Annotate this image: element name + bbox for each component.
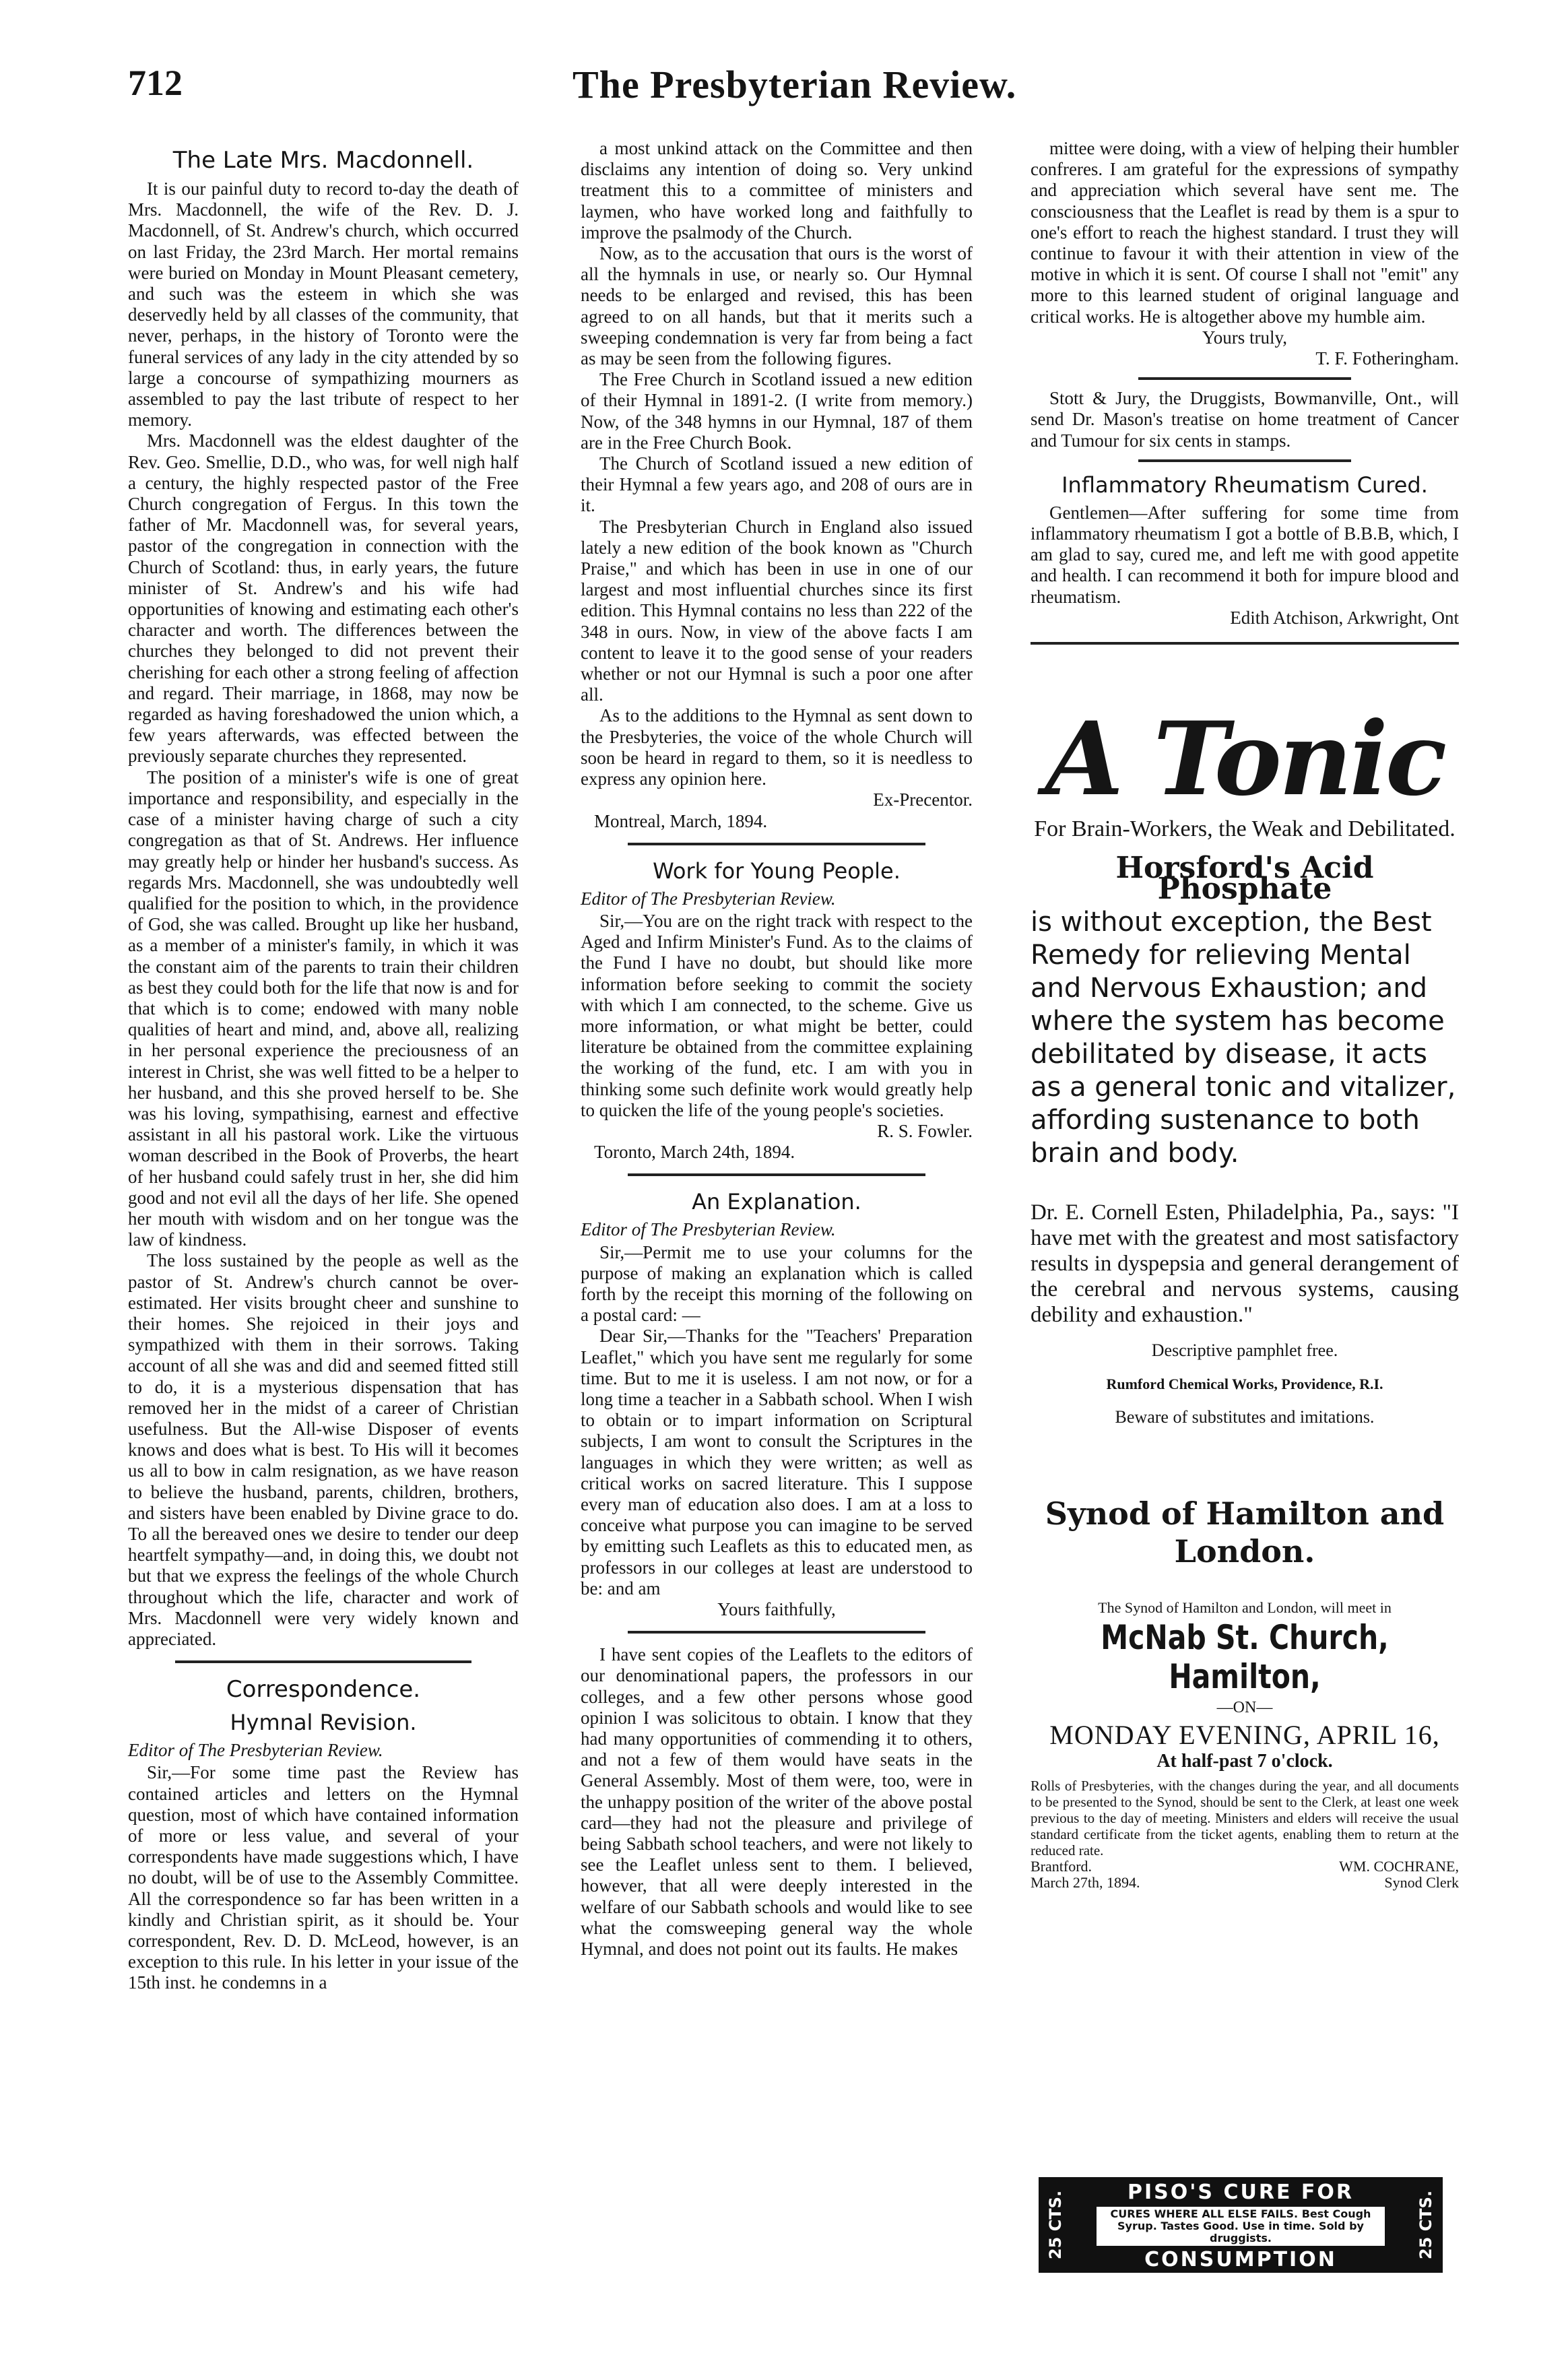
beware-line: Beware of substitutes and imitations. <box>1115 1407 1375 1427</box>
synod-signoff-row <box>1031 1875 1459 1891</box>
section-divider <box>628 843 925 845</box>
obituary-paragraph: It is our painful duty to record to-day the death of Mrs. Macdonnell, the wife of the Rev. D. J. Macdonnell, of St. Andrew's church, which occurred on last Friday, the 23rd March. Her mortal remains were buried on Monday in Mount Pleasant cemetery, and such was the esteem in which she was deservedly held by all classes of the community, that never, perhaps, in the history of Toronto were the funeral services of any lady in the city attended by so large a concourse of sympathizing mourners as assembled to pay the last tribute of respect to her memory. <box>128 179 519 430</box>
editor-line: Editor of The Presbyterian Review. <box>581 1219 836 1240</box>
rheumatism-heading: Inflammatory Rheumatism Cured. <box>1061 472 1428 498</box>
letter-paragraph: mittee were doing, with a view of helping their humbler confreres. I am grateful for the expressions of sympathy and appreciation which several have sent me. The consciousness that the Leaflet is read by them is a spur to one's effort to reach the highest standard. I trust they will continue to favour it with their attention in view of the motive in which it is sent. Of course I shall not "emit" any more to this learned student of original language and critical works. He is altogether above my humble aim. <box>1031 138 1459 327</box>
rumford-line: Rumford Chemical Works, Providence, R.I. <box>1106 1375 1383 1392</box>
letter-paragraph: Sir,—Permit me to use your columns for the purpose of making an explanation which is called forth by the receipt this morning of the following on a postal card: — <box>581 1241 973 1326</box>
meeting-time: At half-past 7 o'clock. <box>1156 1751 1333 1772</box>
letter-paragraph: Sir,—You are on the right track with respect to the Aged and Infirm Minister's Fund. As to the claims of the Fund I have no doubt, but should like more information before seeking to commit the society with which I am connected, to the scheme. Give us more information, or what might be better, could literature be obtained from the committee explaining the working of the fund, etc. I am with you in thinking some such definite work would greatly help to quicken the life of the young people's societies. <box>581 910 973 1120</box>
notice-date: March 27th, 1894. <box>1031 1874 1140 1892</box>
dateline: Toronto, March 24th, 1894. <box>594 1142 795 1163</box>
explanation-heading: An Explanation. <box>692 1189 861 1215</box>
horsford-heading: Horsford's Acid Phosphate <box>1115 851 1374 907</box>
signature: T. F. Fotheringham. <box>1315 348 1459 369</box>
hymnal-heading: Hymnal Revision. <box>230 1710 417 1736</box>
place: Brantford. <box>1031 1858 1092 1875</box>
synod-heading: Synod of Hamilton and London. <box>1045 1495 1445 1570</box>
rheumatism-text: Gentlemen—After suffering for some time from inflammatory rheumatism I got a bottle of B.B.B, which, I am glad to say, cured me, and left me with good appetite and health. I can recommend it both for impure blood and rheumatism. <box>1031 502 1459 607</box>
editor-line: Editor of The Presbyterian Review. <box>581 888 836 909</box>
signature: R. S. Fowler. <box>877 1120 973 1141</box>
postal-card-text: Dear Sir,—Thanks for the "Teachers' Preparation Leaflet," which you have sent me regularly for some time. But to me it is useless. I am not now, or for a long time a teacher in a Sabbath school. When I wish to obtain or to impart information on Scriptural subjects, I am wont to consult the Scriptures in the languages in which they were written; as well as critical works on sacred literature. This I suppose every man of education also does. I am at a loss to conceive what purpose you can imagine to be served by emitting such Leaflets as this to educated men, as professors in our colleges at least are understood to be: and am <box>581 1326 973 1598</box>
ad-quote: Dr. E. Cornell Esten, Philadelphia, Pa., says: "I have met with the greatest and most satisfactory results in dyspepsia and general derangement of the cerebral and nervous systems, causing debility and exhaustion." <box>1031 1200 1459 1328</box>
signature: Ex-Precentor. <box>873 789 973 810</box>
column-3 <box>1031 138 1459 1891</box>
stott-notice: Stott & Jury, the Druggists, Bowmanville, Ont., will send Dr. Mason's treatise on home treatment of Cancer and Tumour for six cents in stamps. <box>1031 388 1459 451</box>
letter-paragraph: I have sent copies of the Leaflets to the editors of our denominational papers, the professors in our colleges, and a few other persons whose good opinion I was solicitous to obtain. I know that they had many opportunities of commending it to others, and not a few of them would have seats in the General Assembly. Most of them were, too, were in the unhappy position of the writer of the above postal card—they had not the pleasure and privilege of being Sabbath school teachers, and were not likely to see the Leaflet unless sent to them. I believed, however, that all were deeply interested in the welfare of our Sabbath schools and would like to see what the comsweeping general way the whole Hymnal, and does not point out its faults. He makes <box>581 1644 973 1960</box>
piso-title: PISO'S CURE FOR <box>1127 2180 1354 2204</box>
clerk-title: Synod Clerk <box>1384 1874 1459 1892</box>
obituary-heading: The Late Mrs. Macdonnell. <box>172 147 474 174</box>
church-name: McNab St. Church, Hamilton, <box>1101 1618 1389 1697</box>
piso-center <box>1078 2181 1404 2269</box>
ad-body: is without exception, the Best Remedy for relieving Mental and Nervous Exhaustion; and where the system has become debilitated by disease, it acts as a general tonic and vitalizer, affording sustenance to both brain and body. <box>1031 907 1456 1169</box>
page-number: 712 <box>128 63 183 103</box>
piso-ad <box>1039 2177 1443 2273</box>
section-divider <box>1138 459 1351 462</box>
tonic-headline: A Tonic <box>1045 700 1445 819</box>
letter-paragraph: Sir,—For some time past the Review has contained articles and letters on the Hymnal question, most of which have contained information of more or less value, and several of your correspondents have made suggestions which, I have no doubt, will be of use to the Assembly Committee. All the correspondence so far has been written in a kindly and Christian spirit, as it should be. Your correspondent, Rev. D. D. McLeod, however, is an exception to this rule. In his letter in your issue of the 15th inst. he condemns in a <box>128 1762 519 1993</box>
editor-line: Editor of The Presbyterian Review. <box>128 1740 383 1761</box>
synod-notice: Rolls of Presbyteries, with the changes during the year, and all documents to be presented to the Synod, should be sent to the Clerk, at least one week previous to the day of meeting. Ministers and elders will receive the usual standard certificate from the ticket agents, enabling them to return at the reduced rate. <box>1031 1778 1459 1859</box>
section-divider <box>1138 377 1351 380</box>
signature: Edith Atchison, Arkwright, Ont <box>1230 607 1459 628</box>
section-divider <box>628 1631 925 1634</box>
dateline: Montreal, March, 1894. <box>594 810 768 831</box>
piso-consumption: CONSUMPTION <box>1144 2248 1337 2271</box>
column-rule <box>1031 642 1459 645</box>
running-title: The Presbyterian Review. <box>573 63 1017 106</box>
work-heading: Work for Young People. <box>653 858 901 884</box>
price-side-right: 25 CTS. <box>1416 2190 1436 2260</box>
meeting-date: MONDAY EVENING, APRIL 16, <box>1049 1720 1440 1751</box>
column-1 <box>128 138 519 1994</box>
closing: Yours faithfully, <box>717 1599 836 1619</box>
obituary-paragraph: The position of a minister's wife is one of great importance and responsibility, and especially in the case of a minister having charge of such a city congregation as that of St. Andrews. Her influence may greatly help or hinder her husband's success. As regards Mrs. Macdonnell, she was undoubtedly well qualified for the position to which, in the providence of God, she was called. Brought up like her husband, as a member of a minister's family, in which it was the constant aim of the parents to train their children as best they could both for the life that now is and for that which is to come; endowed with many noble qualities of heart and mind, and, above all, realizing in her personal experience the preciousness of an interest in Christ, she was well fitted to be a helper to her husband, and this she proved herself to be. She was his loving, sympathising, earnest and effective assistant in all his pastoral work. Like the virtuous woman described in the Book of Proverbs, the heart of her husband could safely trust in her, she did him good and not evil all the days of her life. She opened her mouth with wisdom and on her tongue was the law of kindness. <box>128 767 519 1250</box>
obituary-paragraph: The loss sustained by the people as well as the pastor of St. Andrew's church cannot be over-estimated. Her visits brought cheer and sunshine to their homes. She rejoiced in their joys and sympathized with them in their sorrows. Taking account of all she was and did and seemed fitted still to do, it is a mysterious dispensation that has removed her in the midst of a career of Christian usefulness. But the All-wise Disposer of events knows and does what is best. To His will it becomes us all to bow in calm resignation, as we have reason to believe the husband, parents, children, brothers, and sisters have been enabled by Divine grace to do. To all the bereaved ones we desire to tender our deep heartfelt sympathy—and, in doing this, we doubt not but that we express the feelings of the whole Church throughout which the life, character and work of Mrs. Macdonnell were very widely known and appreciated. <box>128 1250 519 1650</box>
correspondence-heading: Correspondence. <box>226 1676 421 1704</box>
clerk-name: WM. COCHRANE, <box>1339 1858 1459 1875</box>
pamphlet-line: Descriptive pamphlet free. <box>1151 1340 1338 1361</box>
price-side-left: 25 CTS. <box>1046 2190 1066 2260</box>
piso-tagline: CURES WHERE ALL ELSE FAILS. Best Cough Syrup. Tastes Good. Use in time. Sold by druggists. <box>1097 2207 1385 2246</box>
letter-paragraph: The Church of Scotland issued a new edition of their Hymnal a few years ago, and 208 of ours are in it. <box>581 453 973 516</box>
closing: Yours truly, <box>1202 327 1288 348</box>
letter-paragraph: The Presbyterian Church in England also issued lately a new edition of the book known as "Church Praise," and which has been in use in one of our largest and most influential churches since its first edition. This Hymnal contains no less than 222 of the 348 in ours. Now, in view of the above facts I am content to leave it to the good sense of your readers whether or not our Hymnal is such a poor one after all. <box>581 516 973 705</box>
synod-signoff-row <box>1031 1859 1459 1875</box>
tonic-subtitle: For Brain-Workers, the Weak and Debilitated. <box>1034 816 1456 842</box>
section-divider <box>628 1173 925 1176</box>
section-divider <box>175 1660 471 1663</box>
letter-paragraph: The Free Church in Scotland issued a new edition of their Hymnal in 1891-2. (I write from memory.) Now, of the 348 hymns in our Hymnal, 187 of them are in the Free Church Book. <box>581 369 973 453</box>
on-line: —ON— <box>1216 1699 1273 1717</box>
synod-intro: The Synod of Hamilton and London, will meet in <box>1098 1599 1392 1617</box>
letter-paragraph: Now, as to the accusation that ours is the worst of all the hymnals in use, or nearly so. Our Hymnal needs to be enlarged and revised, this has been agreed to on all hands, but that it merits such a sweeping condemnation is very far from being a fact as may be seen from the following figures. <box>581 243 973 369</box>
obituary-paragraph: Mrs. Macdonnell was the eldest daughter of the Rev. Geo. Smellie, D.D., who was, for well nigh half a century, the highly respected pastor of the Free Church congregation of Fergus. In this town the father of Mr. Macdonnell was, for several years, pastor of the congregation in connection with the Church of Scotland: thus, in early years, the future minister of St. Andrew's and his wife had opportunities of knowing and estimating each other's character and worth. The differences between the churches they belonged to did not prevent their cherishing for each other a strong feeling of affection and regard. Their marriage, in 1868, may now be regarded as having foreshadowed the union which, a few years afterwards, was effected between the previously separate churches they represented. <box>128 430 519 767</box>
letter-paragraph: As to the additions to the Hymnal as sent down to the Presbyteries, the voice of the whole Church will soon be heard in regard to them, so it is needless to express any opinion here. <box>581 705 973 789</box>
letter-paragraph: a most unkind attack on the Committee and then disclaims any intention of doing so. Very unkind treatment this to a committee of ministers and laymen, who have worked long and faithfully to improve the psalmody of the Church. <box>581 138 973 243</box>
column-2 <box>581 138 973 1960</box>
